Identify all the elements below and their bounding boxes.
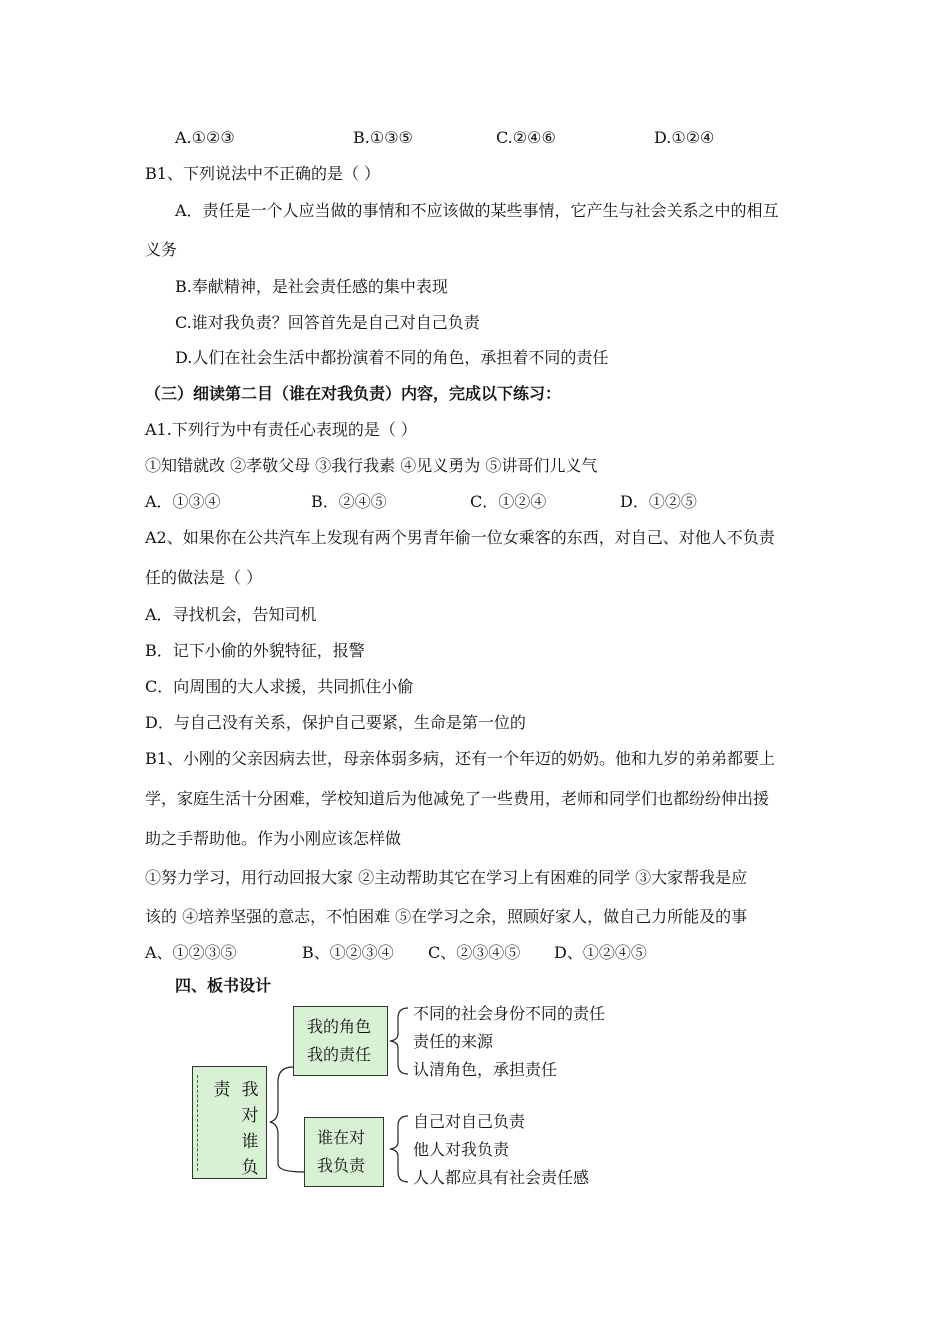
node2-brace (390, 1116, 408, 1182)
option-a: A．①③④ (145, 492, 221, 511)
option-b: B．记下小偷的外貌特征，报警 (145, 641, 365, 660)
option-b: B.奉献精神，是社会责任感的集中表现 (175, 277, 448, 296)
question-stem-continued: 任的做法是（ ） (145, 568, 263, 587)
node-1-line: 我的责任 (307, 1045, 372, 1064)
option-a: A．寻找机会，告知司机 (145, 605, 317, 624)
option-b: B.①③⑤ (353, 128, 413, 147)
question-stem: A2、如果你在公共汽车上发现有两个男青年偷一位女乘客的东西，对自己、对他人不负责 (145, 528, 775, 547)
question-items: ①努力学习，用行动回报大家 ②主动帮助其它在学习上有困难的同学 ③大家帮我是应 (145, 868, 748, 887)
question-stem: A1.下列行为中有责任心表现的是（ ） (145, 420, 417, 439)
option-d: D.人们在社会生活中都扮演着不同的角色，承担着不同的责任 (175, 348, 609, 367)
question-stem: B1、小刚的父亲因病去世，母亲体弱多病，还有一个年迈的奶奶。他和九岁的弟弟都要上 (145, 749, 775, 768)
question-items: ①知错就改 ②孝敬父母 ③我行我素 ④见义勇为 ⑤讲哥们儿义气 (145, 456, 598, 475)
root-brace (270, 1067, 304, 1172)
option-a: A、①②③⑤ (145, 943, 237, 962)
root-char: 负 (241, 1158, 259, 1178)
leaf-text: 他人对我负责 (413, 1140, 510, 1159)
option-c: C、②③④⑤ (428, 943, 521, 962)
option-c: C.谁对我负责？回答首先是自己对自己负责 (175, 313, 480, 332)
option-c: C．①②④ (470, 492, 547, 511)
node-2-line: 我负责 (317, 1156, 366, 1175)
option-c: C．向周围的大人求援，共同抓住小偷 (145, 677, 414, 696)
question-items-continued: 该的 ④培养坚强的意志，不怕困难 ⑤在学习之余，照顾好家人，做自己力所能及的事 (145, 907, 748, 926)
root-char: 谁 (241, 1132, 259, 1152)
option-b: B．②④⑤ (311, 492, 387, 511)
option-d: D.①②④ (654, 128, 715, 147)
root-char: 责 (213, 1080, 231, 1100)
option-a: A.①②③ (175, 128, 235, 147)
option-a: A．责任是一个人应当做的事情和不应该做的某些事情，它产生与社会关系之中的相互 (175, 201, 779, 220)
option-d: D、①②④⑤ (554, 943, 647, 962)
option-a-continued: 义务 (145, 240, 178, 259)
question-stem: B1、下列说法中不正确的是（ ） (145, 164, 381, 183)
leaf-text: 人人都应具有社会责任感 (413, 1168, 590, 1187)
node-2-line: 谁在对 (317, 1128, 366, 1147)
option-c: C.②④⑥ (496, 128, 556, 147)
leaf-text: 责任的来源 (413, 1032, 494, 1051)
node-1-line: 我的角色 (307, 1017, 372, 1036)
board-heading: 四、板书设计 (175, 976, 272, 995)
section-heading: （三）细读第二目（谁在对我负责）内容，完成以下练习： (145, 384, 562, 403)
option-b: B、①②③④ (302, 943, 394, 962)
leaf-text: 自己对自己负责 (413, 1112, 526, 1131)
root-char: 对 (241, 1106, 259, 1126)
node1-brace (390, 1008, 408, 1074)
leaf-text: 认清角色，承担责任 (413, 1060, 558, 1079)
option-d: D．与自己没有关系，保护自己要紧，生命是第一位的 (145, 713, 526, 732)
question-stem-continued: 学，家庭生活十分困难，学校知道后为他减免了一些费用，老师和同学们也都纷纷伸出援 (145, 789, 770, 808)
leaf-text: 不同的社会身份不同的责任 (413, 1004, 606, 1023)
root-char: 我 (241, 1080, 259, 1100)
question-stem-continued: 助之手帮助他。作为小刚应该怎样做 (145, 829, 402, 848)
option-d: D．①②⑤ (620, 492, 697, 511)
